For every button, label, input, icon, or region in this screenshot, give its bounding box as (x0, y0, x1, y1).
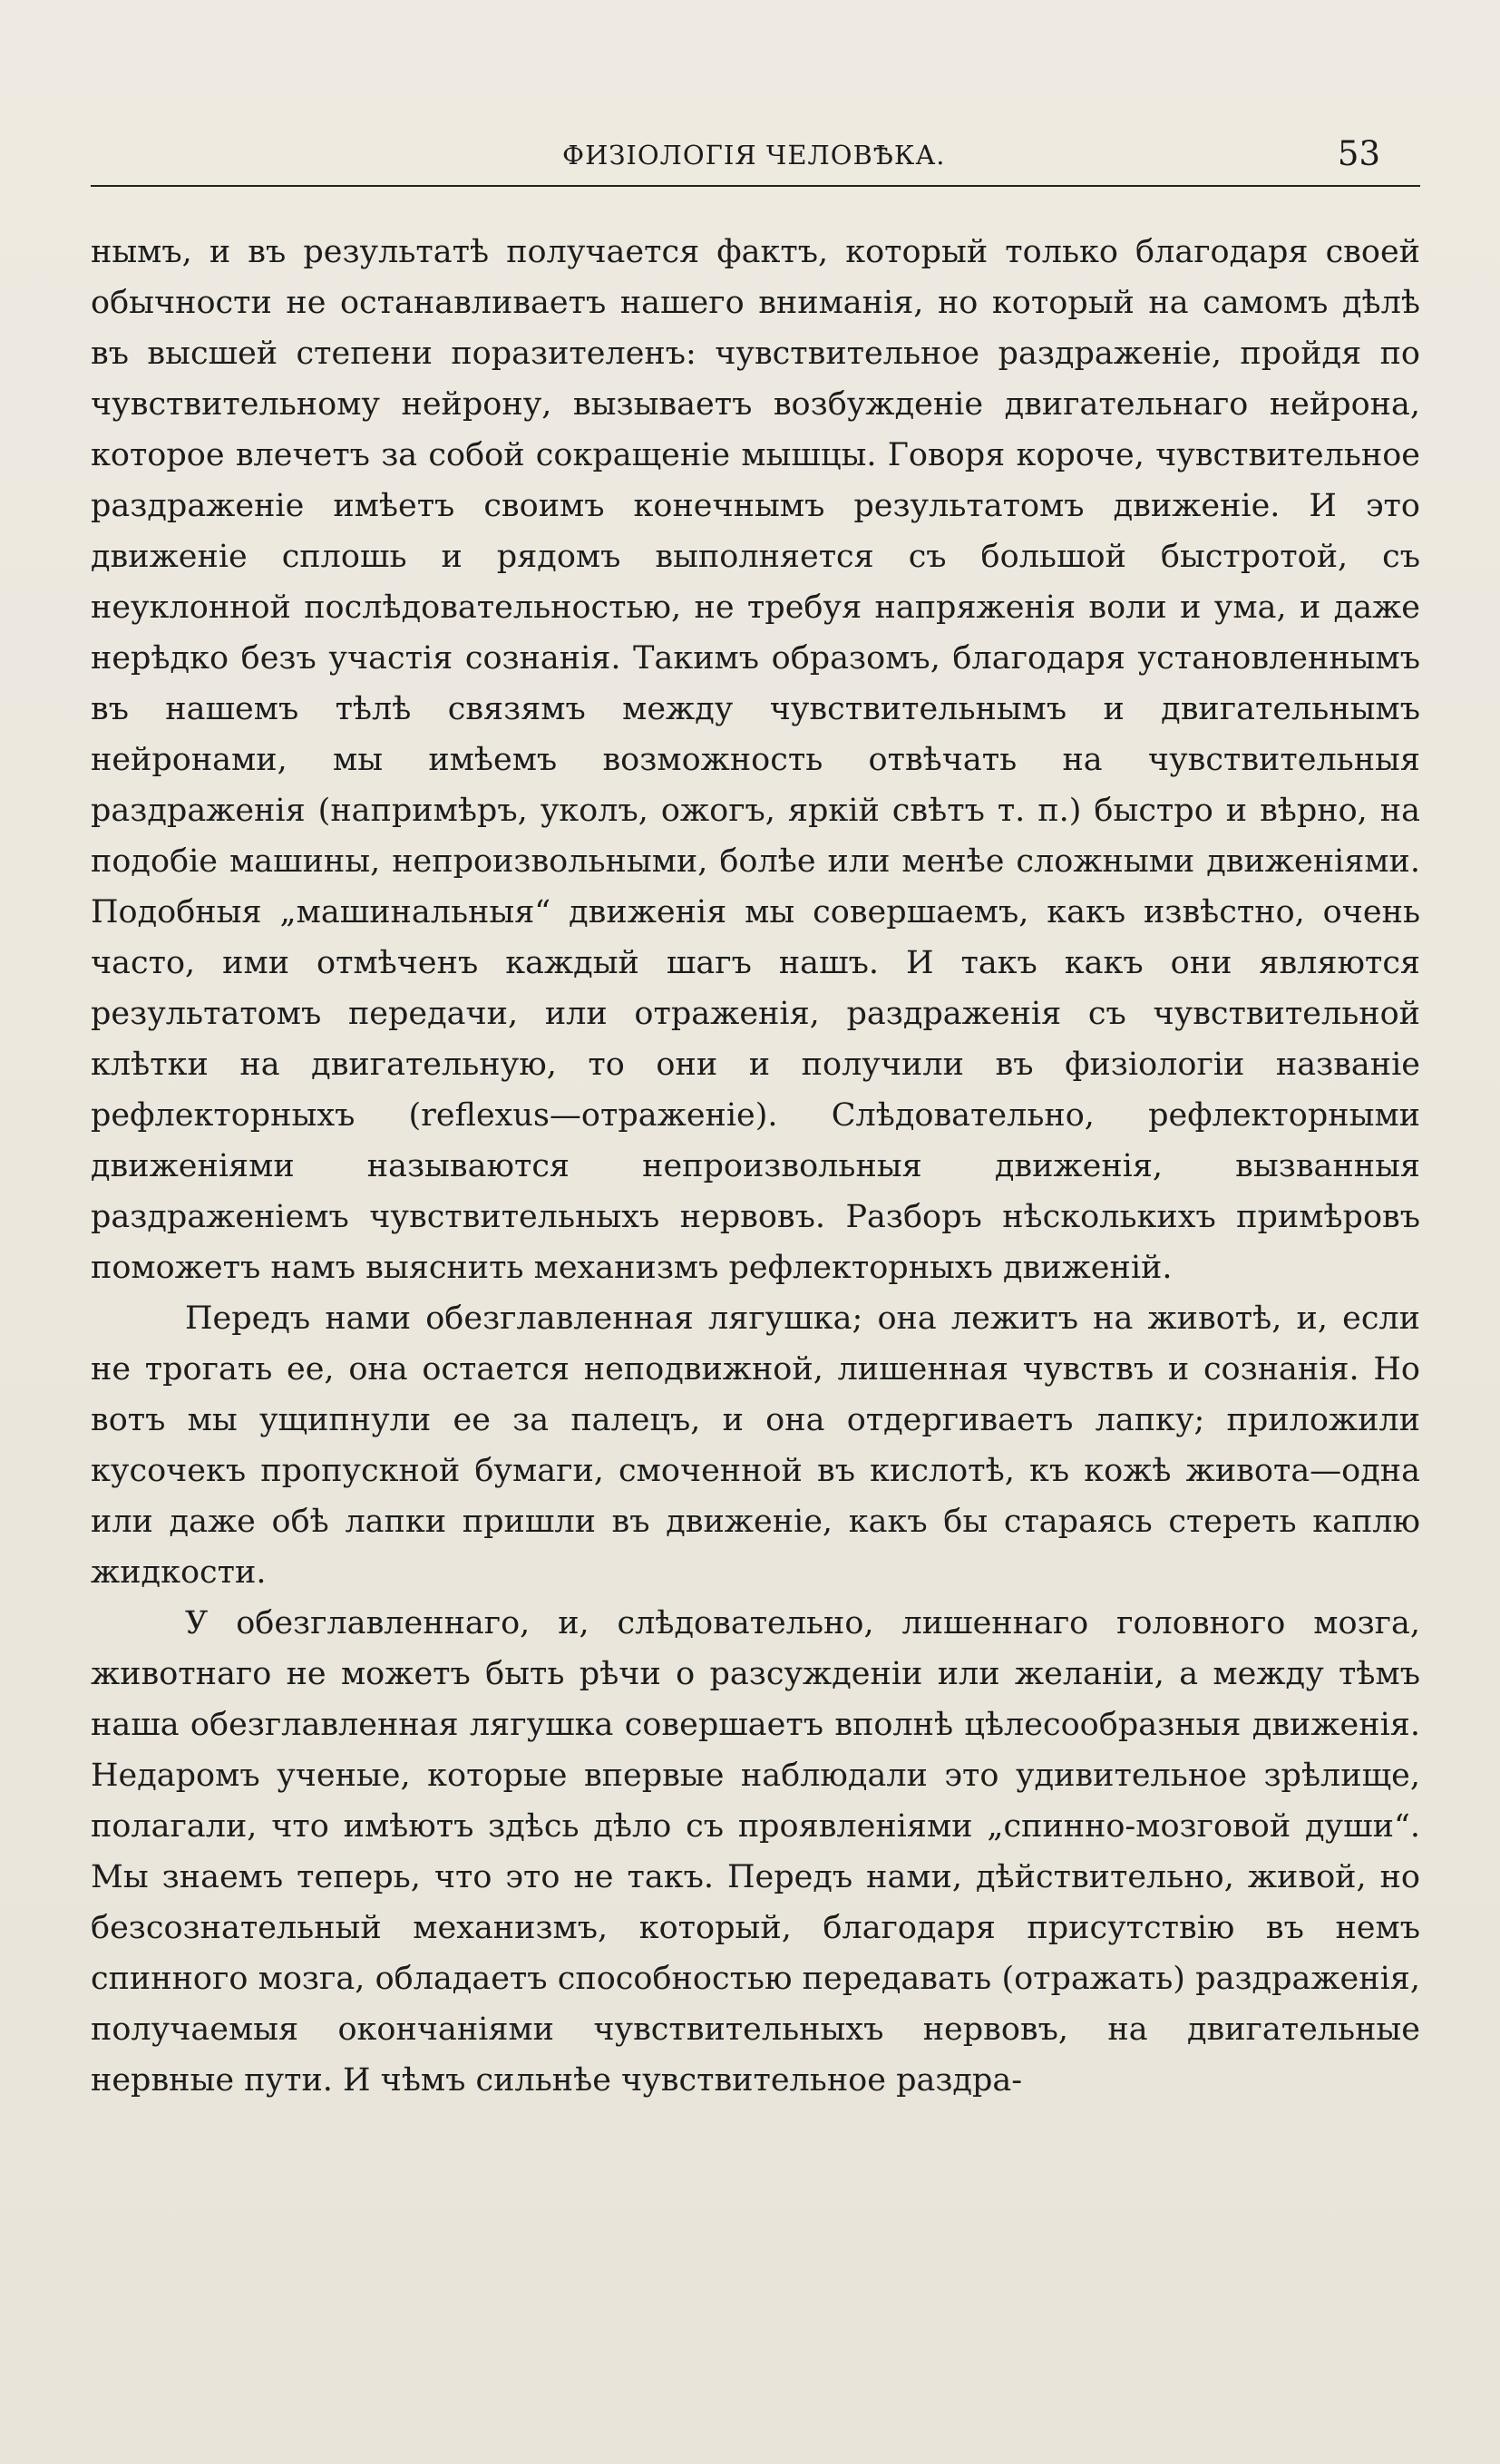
paragraph-1: нымъ, и въ результатѣ получается фактъ, который только благодаря своей обычности не останавливаетъ нашего вниманія, но который на самомъ дѣлѣ въ высшей степени поразителенъ: чувствительное раздраженіе, пройдя по чувствительному нейрону, вызываетъ возбужденіе двигательнаго нейрона, которое влечетъ за собой сокращеніе мышцы. Говоря короче, чувствительное раздраженіе имѣетъ своимъ конечнымъ результатомъ движеніе. И это движеніе сплошь и рядомъ выполняется съ большой быстротой, съ неуклонной послѣдовательностью, не требуя напряженія воли и ума, и даже нерѣдко безъ участія сознанія. Такимъ образомъ, благодаря установленнымъ въ нашемъ тѣлѣ связямъ между чувствительнымъ и двигательнымъ нейронами, мы имѣемъ возможность отвѣчать на чувствительныя раздраженія (напримѣръ, уколъ, ожогъ, яркій свѣтъ т. п.) быстро и вѣрно, на подобіе машины, непроизвольными, болѣе или менѣе сложными движеніями. Подобныя „машинальныя“ движенія мы совершаемъ, какъ извѣстно, очень часто, ими отмѣченъ каждый шагъ нашъ. И такъ какъ они являются результатомъ передачи, или отраженія, раздраженія съ чувствительной клѣтки на двигательную, то они и получили въ физіологіи названіе рефлекторныхъ (reflexus—отраженіе). Слѣдовательно, рефлекторными движеніями называются непроизвольныя движенія, вызванныя раздраженіемъ чувствительныхъ нервовъ. Разборъ нѣсколькихъ примѣровъ поможетъ намъ выяснить механизмъ рефлекторныхъ движеній. (91, 234, 1420, 1286)
paragraph-3: У обезглавленнаго, и, слѣдовательно, лишеннаго головного мозга, животнаго не можетъ быть рѣчи о разсужденіи или желаніи, а между тѣмъ наша обезглавленная лягушка совершаетъ вполнѣ цѣлесообразныя движенія. Недаромъ ученые, которые впервые наблюдали это удивительное зрѣлище, полагали, что имѣютъ здѣсь дѣло съ проявленіями „спинно-мозговой души“. Мы знаемъ теперь, что это не такъ. Передъ нами, дѣйствительно, живой, но безсознательный механизмъ, который, благодаря присутствію въ немъ спинного мозга, обладаетъ способностью передавать (отражать) раздраженія, получаемыя окончаніями чувствительныхъ нервовъ, на двигательные нервные пути. И чѣмъ сильнѣе чувствительное раздра- (91, 1605, 1420, 2099)
page-header (91, 136, 1420, 190)
header-rule (91, 185, 1420, 187)
body-text (91, 227, 1420, 2106)
page-number: 53 (1337, 134, 1380, 173)
running-title: ФИЗІОЛОГІЯ ЧЕЛОВѢКА. (562, 140, 946, 170)
paragraph-2: Передъ нами обезглавленная лягушка; она лежитъ на животѣ, и, если не трогать ее, она остается неподвижной, лишенная чувствъ и сознанія. Но вотъ мы ущипнули ее за палецъ, и она отдергиваетъ лапку; приложили кусочекъ пропускной бумаги, смоченной въ кислотѣ, къ кожѣ живота—одна или даже обѣ лапки пришли въ движеніе, какъ бы стараясь стереть каплю жидкости. (91, 1300, 1420, 1591)
